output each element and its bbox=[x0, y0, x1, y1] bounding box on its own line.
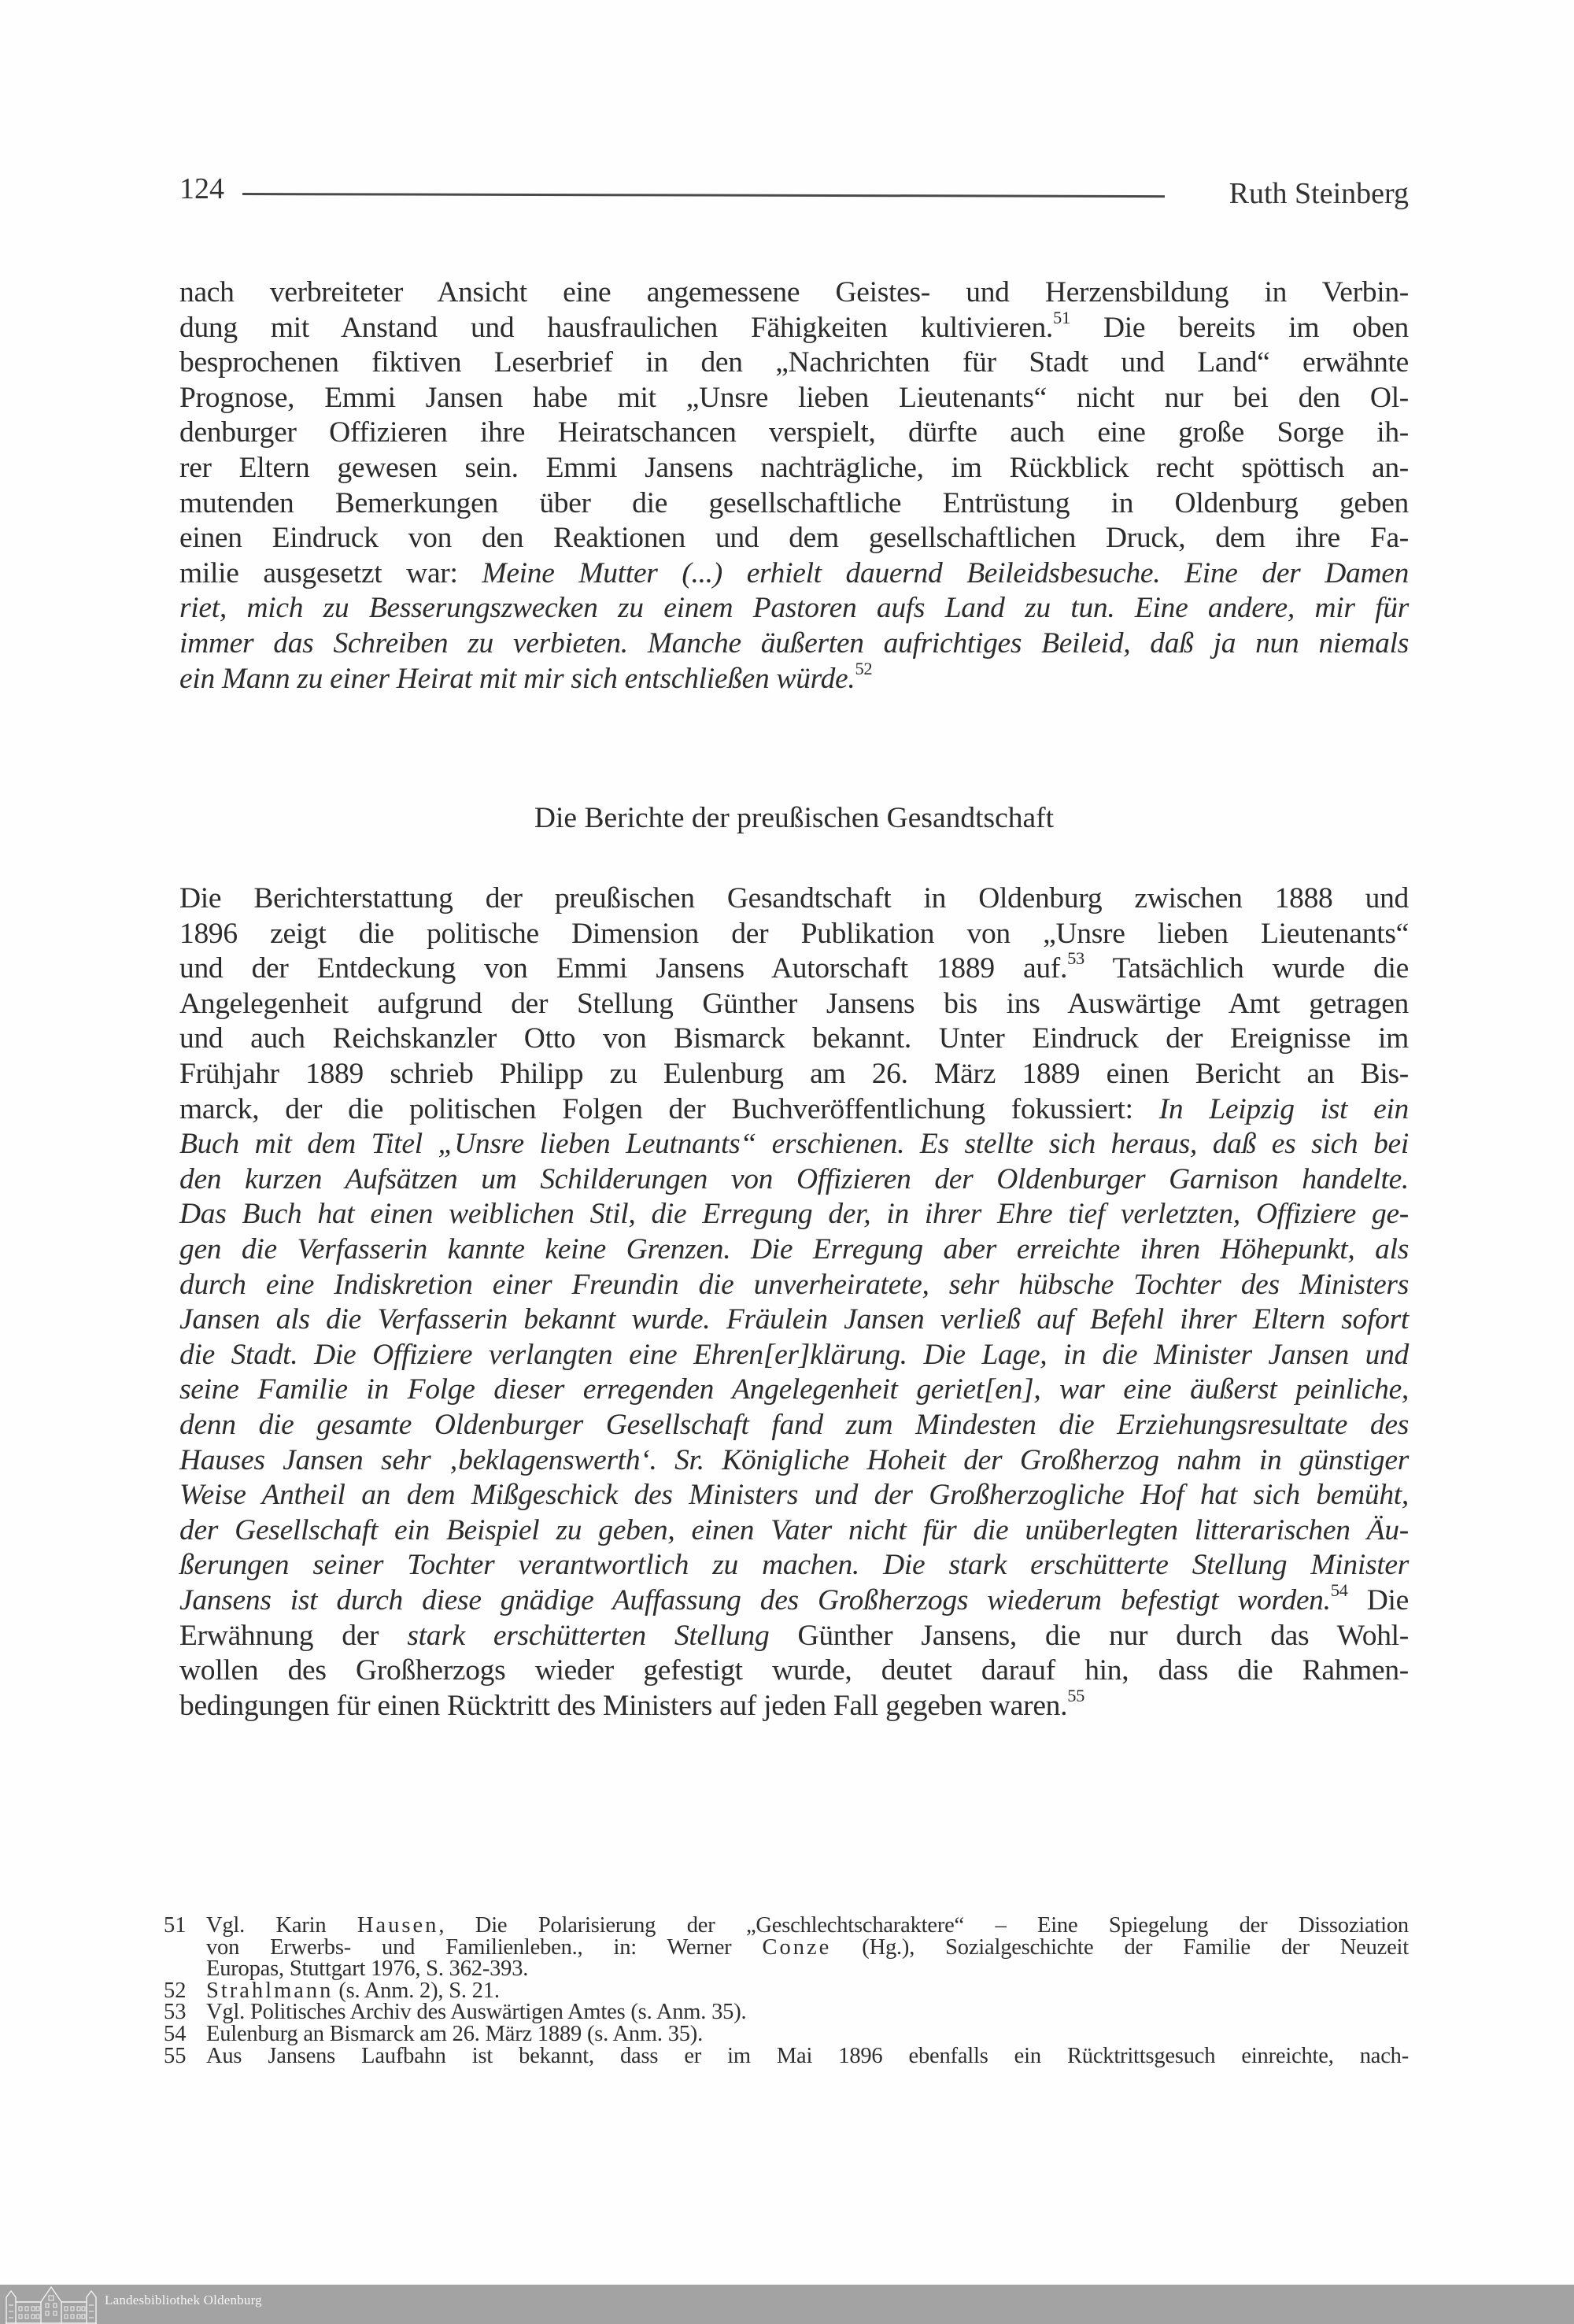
footnote-text bbox=[206, 1958, 1409, 1980]
text-run: einen Eindruck von den Reaktionen und dem gesellschaftlichen Druck, dem ihre Fa- bbox=[179, 522, 1409, 555]
text-run: dung mit Anstand und hausfraulichen Fähigkeiten kultivieren. bbox=[179, 311, 1054, 344]
italic-quote: gen die Verfasserin kannte keine Grenzen. Die Erregung aber erreichte ihren Höhepunkt, als bbox=[179, 1233, 1409, 1265]
footnote-ref: 51 bbox=[1053, 307, 1070, 327]
footnote-ref: 54 bbox=[1330, 1580, 1348, 1601]
text-run: Die bbox=[1347, 1584, 1409, 1616]
text-line bbox=[179, 1619, 1409, 1653]
italic-quote: seine Familie in Folge dieser erregenden Angelegenheit geriet[en], war eine äußerst peinliche, bbox=[179, 1373, 1409, 1406]
text-run: Europas, Stuttgart 1976, S. 362-393. bbox=[206, 1956, 529, 1982]
text-run: 1896 zeigt die politische Dimension der Publikation von „Unsre lieben Lieutenants“ bbox=[179, 917, 1409, 950]
footnote-text bbox=[206, 2001, 1409, 2023]
footnote-text bbox=[206, 1915, 1409, 1937]
section-heading: Die Berichte der preußischen Gesandtschaft bbox=[534, 802, 1055, 834]
text-run: Günther Jansens, die nur durch das Wohl- bbox=[769, 1619, 1409, 1652]
text-run: und auch Reichskanzler Otto von Bismarck bekannt. Unter Eindruck der Ereignisse im bbox=[179, 1022, 1409, 1055]
footnote-ref: 53 bbox=[1067, 948, 1084, 969]
text-run: bedingungen für einen Rücktritt des Ministers auf jeden Fall gegeben waren. bbox=[179, 1689, 1068, 1722]
italic-quote: stark erschütterten Stellung bbox=[407, 1619, 770, 1652]
page-number: 124 bbox=[179, 172, 224, 205]
text-line bbox=[179, 1653, 1409, 1688]
text-line bbox=[179, 416, 1409, 450]
text-line bbox=[179, 1197, 1409, 1232]
text-line bbox=[179, 1580, 1409, 1618]
italic-quote: In Leipzig ist ein bbox=[1158, 1092, 1409, 1125]
text-run: Vgl. Politisches Archiv des Auswärtigen Amtes (s. Anm. 35). bbox=[206, 2000, 747, 2025]
text-run: und der Entdeckung von Emmi Jansens Autorschaft 1889 auf. bbox=[179, 952, 1068, 985]
footnote-number: 55 bbox=[164, 2043, 187, 2068]
text-line bbox=[179, 948, 1410, 986]
text-line bbox=[179, 1162, 1409, 1197]
text-run: Eulenburg an Bismarck am 26. März 1889 (s. Anm. 35). bbox=[206, 2022, 704, 2046]
text-line bbox=[179, 1232, 1409, 1267]
italic-quote: Meine Mutter (...) erhielt dauernd Beileidsbesuche. Eine der Damen bbox=[482, 556, 1410, 589]
text-run: Die Berichterstattung der preußischen Gesandtschaft in Oldenburg zwischen 1888 und bbox=[179, 882, 1409, 914]
footnote-ref: 52 bbox=[855, 658, 873, 678]
text-run: denburger Offizieren ihre Heiratschancen verspielt, dürfte auch eine große Sorge ih- bbox=[179, 416, 1409, 449]
text-line bbox=[179, 1478, 1409, 1513]
text-run: Aus Jansens Laufbahn ist bekannt, dass er im Mai 1896 ebenfalls ein Rücktrittsgesuch einreichte, nach- bbox=[206, 2043, 1409, 2068]
running-head bbox=[179, 172, 1409, 211]
italic-quote: der Gesellschaft ein Beispiel zu geben, einen Vater nicht für die unüberlegten litterarischen Äu- bbox=[179, 1513, 1409, 1546]
italic-quote: die Stadt. Die Offiziere verlangten eine Ehren[er]klärung. Die Lage, in die Minister Jansen und bbox=[179, 1338, 1409, 1371]
author-name: Hausen bbox=[357, 1913, 439, 1938]
text-run: , Die Polarisierung der „Geschlechtscharaktere“ – Eine Spiegelung der Dissoziation bbox=[438, 1913, 1409, 1938]
italic-quote: Jansens ist durch diese gnädige Auffassung des Großherzogs wiederum befestigt worden. bbox=[179, 1584, 1331, 1616]
text-run: mutenden Bemerkungen über die gesellschaftliche Entrüstung in Oldenburg geben bbox=[179, 486, 1409, 519]
text-line bbox=[179, 1548, 1409, 1583]
text-line bbox=[179, 987, 1409, 1022]
library-building-icon bbox=[5, 2286, 98, 2324]
text-line bbox=[179, 1338, 1409, 1373]
text-run: Vgl. Karin bbox=[206, 1913, 357, 1938]
footnote-text bbox=[206, 1980, 1409, 2002]
footnote-number: 52 bbox=[164, 1978, 187, 2003]
library-footer-bar bbox=[0, 2285, 1574, 2324]
footnote-text bbox=[206, 2045, 1409, 2067]
text-run: Tatsächlich wurde die bbox=[1084, 952, 1410, 985]
italic-quote: riet, mich zu Besserungszwecken zu einem Pastoren aufs Land zu tun. Eine andere, mir für bbox=[179, 592, 1409, 625]
text-run: von Erwerbs- und Familienleben., in: Werner bbox=[206, 1934, 763, 1960]
text-line bbox=[179, 1268, 1409, 1302]
footnote-text bbox=[206, 2023, 1409, 2045]
footnote-number: 54 bbox=[164, 2022, 187, 2046]
italic-quote: ßerungen seiner Tochter verantwortlich zu machen. Die stark erschütterte Stellung Minister bbox=[179, 1549, 1409, 1582]
text-run: Erwähnung der bbox=[179, 1619, 408, 1652]
text-line bbox=[179, 626, 1409, 661]
author-name: Strahlmann bbox=[206, 1978, 334, 2003]
text-line bbox=[179, 381, 1409, 416]
header-rule bbox=[242, 193, 1165, 198]
text-run: wollen des Großherzogs wieder gefestigt wurde, deutet darauf hin, dass die Rahmen- bbox=[179, 1654, 1409, 1687]
italic-quote: Buch mit dem Titel „Unsre lieben Leutnants“ erschienen. Es stellte sich heraus, daß es sich bei bbox=[179, 1128, 1409, 1161]
text-run: Angelegenheit aufgrund der Stellung Günther Jansens bis ins Auswärtige Amt getragen bbox=[179, 987, 1409, 1020]
text-run: Frühjahr 1889 schrieb Philipp zu Eulenburg am 26. März 1889 einen Bericht an Bis- bbox=[179, 1058, 1409, 1090]
italic-quote: denn die gesamte Oldenburger Gesellschaft fand zum Mindesten die Erziehungsresultate des bbox=[179, 1409, 1409, 1441]
author-name: Conze bbox=[762, 1934, 832, 1960]
text-line bbox=[179, 1513, 1409, 1548]
text-line bbox=[179, 451, 1409, 486]
footnote-number: 53 bbox=[164, 2000, 187, 2025]
text-line bbox=[179, 1022, 1409, 1056]
text-run: marck, der die politischen Folgen der Buchveröffentlichung fokussiert: bbox=[179, 1092, 1159, 1125]
library-name: Landesbibliothek Oldenburg bbox=[105, 2293, 262, 2307]
text-line bbox=[179, 917, 1409, 951]
italic-quote: Jansen als die Verfasserin bekannt wurde. Fräulein Jansen verließ auf Befehl ihrer Eltern sofort bbox=[179, 1303, 1409, 1336]
text-line bbox=[179, 591, 1409, 626]
text-line bbox=[179, 275, 1409, 310]
footnote-number: 51 bbox=[164, 1913, 187, 1938]
text-run: (s. Anm. 2), S. 21. bbox=[333, 1978, 500, 2003]
text-line bbox=[179, 1302, 1409, 1337]
italic-quote: immer das Schreiben zu verbieten. Manche äußerten aufrichtiges Beileid, daß ja nun niemals bbox=[179, 627, 1409, 660]
italic-quote: Hauses Jansen sehr ‚beklagenswerth‘. Sr. Königliche Hoheit der Großherzog nahm in günstiger bbox=[179, 1443, 1409, 1476]
italic-quote: den kurzen Aufsätzen um Schilderungen von Offizieren der Oldenburger Garnison handelte. bbox=[179, 1162, 1409, 1195]
footnote-text bbox=[206, 1934, 1409, 1960]
text-line bbox=[179, 881, 1409, 916]
italic-quote: Das Buch hat einen weiblichen Stil, die Erregung der, in ihrer Ehre tief verletzten, Offiziere ge- bbox=[179, 1198, 1409, 1231]
text-line bbox=[179, 658, 1409, 696]
text-run: (Hg.), Sozialgeschichte der Familie der Neuzeit bbox=[831, 1934, 1409, 1960]
italic-quote: Weise Antheil an dem Mißgeschick des Ministers und der Großherzogliche Hof hat sich bemüht, bbox=[179, 1479, 1409, 1512]
footnote-ref: 55 bbox=[1067, 1685, 1085, 1705]
text-line bbox=[179, 1685, 1409, 1724]
text-run: Prognose, Emmi Jansen habe mit „Unsre lieben Lieutenants“ nicht nur bei den Ol- bbox=[179, 381, 1409, 414]
text-line bbox=[179, 1408, 1409, 1443]
text-line bbox=[179, 1443, 1409, 1478]
italic-quote: ein Mann zu einer Heirat mit mir sich entschließen würde. bbox=[179, 662, 855, 695]
text-run: milie ausgesetzt war: bbox=[179, 556, 482, 589]
text-run: besprochenen fiktiven Leserbrief in den „Nachrichten für Stadt und Land“ erwähnte bbox=[179, 346, 1409, 379]
text-line bbox=[179, 345, 1409, 380]
text-line bbox=[179, 1127, 1409, 1162]
text-line bbox=[179, 307, 1409, 345]
text-line bbox=[179, 521, 1409, 556]
running-head-author: Ruth Steinberg bbox=[1229, 177, 1409, 210]
text-run: nach verbreiteter Ansicht eine angemessene Geistes- und Herzensbildung in Verbin- bbox=[179, 276, 1409, 309]
text-line bbox=[179, 1057, 1409, 1092]
text-run: Die bereits im oben bbox=[1070, 311, 1409, 344]
text-line bbox=[179, 1092, 1409, 1127]
text-line bbox=[179, 556, 1409, 591]
italic-quote: durch eine Indiskretion einer Freundin die unverheiratete, sehr hübsche Tochter des Ministers bbox=[179, 1268, 1409, 1301]
text-run: rer Eltern gewesen sein. Emmi Jansens nachträgliche, im Rückblick recht spöttisch an- bbox=[179, 452, 1409, 484]
text-line bbox=[179, 1373, 1409, 1407]
text-line bbox=[179, 486, 1409, 521]
